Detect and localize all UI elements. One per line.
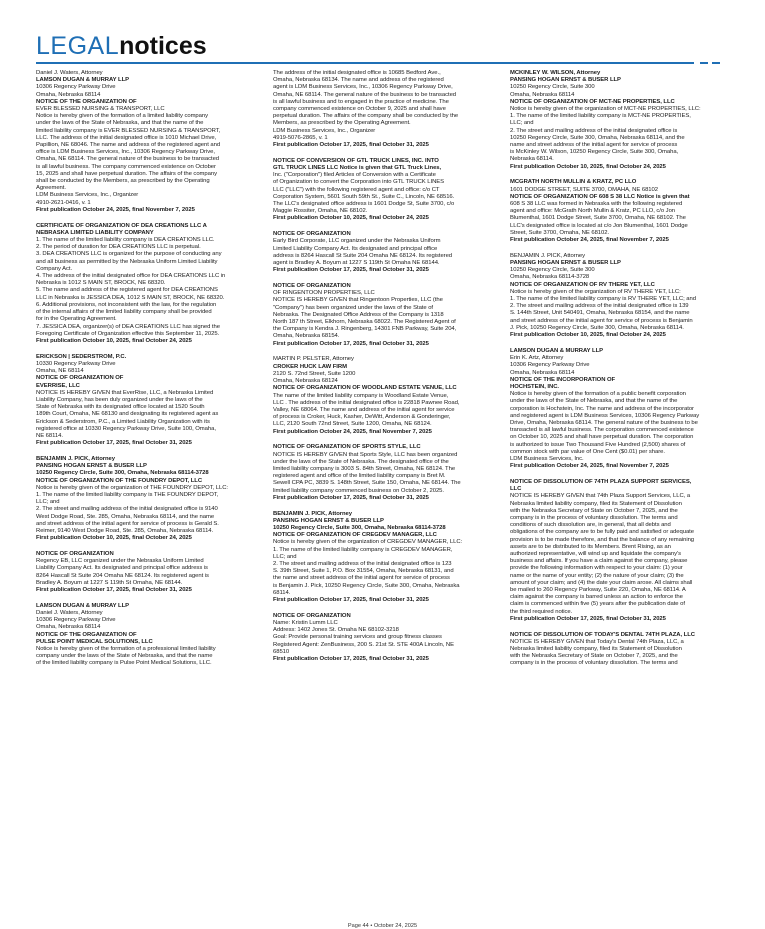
notice-text-line: S. 39th Street, Suite 1, P.O. Box 31554, Omaha, Nebraska 68131, and <box>273 568 454 575</box>
notice-text-line: 7. JESSICA DEA, organizer(s) of DEA CREATIONS LLC has signed the <box>36 323 220 330</box>
notice-text-line: business and affairs. If you have a claim against the company, please <box>510 558 688 565</box>
notice-text-line: address is 8264 Hascall St Suite 204 Omaha NE 68124. Its registered <box>273 252 453 259</box>
notice-text-line: NOTICE IS HEREBY GIVEN that EverRise, LLC, a Nebraska Limited <box>36 389 214 396</box>
notice-text-line: Liability Company Act. Its designated and principal office address is <box>36 565 208 572</box>
notice-heading-line: First publication October 24, 2025, final November 7, 2025 <box>273 428 432 435</box>
notice-text-line: is McKinley W. Wilson, 10250 Regency Circle, Suite 300, Omaha, <box>510 149 679 156</box>
notice-text-line: Members, as prescribed by the Operating Agreement. <box>273 120 411 127</box>
notice-text-line: of process is Croker, Huck, Kasher, DeWitt, Anderson & Gonderinger, <box>273 414 451 421</box>
notice-text-line: Nebraska. The Designated Office Address of the Company is 1318 <box>273 311 444 318</box>
notice-text-line: company is in the process of voluntary dissolution. The terms and <box>510 514 678 521</box>
notice-heading-line: First publication October 10, 2025, final October 24, 2025 <box>510 163 666 170</box>
notice-heading-line: First publication October 17, 2025, final October 31, 2025 <box>510 615 666 622</box>
notice-heading-line: CERTIFICATE OF ORGANIZATION OF DEA CREATIONS LLC A <box>36 222 207 229</box>
notice-text-line: Omaha, Nebraska 68154. <box>273 333 340 340</box>
notice-text-line: 5. The name and address of the registered agent for DEA CREATIONS <box>36 287 218 294</box>
notice-text-line: "Company") has been organized under the laws of the State of <box>273 304 434 311</box>
notice-text-line: limited liability company is EVER BLESSED NURSING & TRANSPORT, <box>36 127 221 134</box>
notice-text-line: of Organization to convert the Corporation into GTL TRUCK LINES <box>273 179 445 186</box>
notice-text-line: 2. The period of duration for DEA CREATIONS LLC is perpetual. <box>36 244 201 251</box>
notice-heading-line: NOTICE OF CONVERSION OF GTL TRUCK LINES, INC. INTO <box>273 157 439 164</box>
notice-text-line: OF RINGENTOON PROPERTIES, LLC <box>273 290 375 297</box>
notice-text-line: Agreement. <box>36 185 66 192</box>
notice-heading-line: MCKINLEY W. WILSON, Attorney <box>510 70 601 76</box>
notice-heading-line: NOTICE OF ORGANIZATION OF CREGDEV MANAGER, LLC <box>273 532 437 539</box>
notice-heading-line: NOTICE OF ORGANIZATION OF RV THERE YET, LLC <box>510 281 655 288</box>
notice-text-line: Notice is hereby given of the formation of a professional limited liability <box>36 646 216 652</box>
notice-text-line: S. 144th Street, Unit 540491, Omaha, Nebraska 68154, and the name <box>510 310 690 317</box>
notice-text-line: Goal: Provide personal training services and group fitness classes <box>273 634 442 641</box>
notice-text-line: of the internal affairs of the limited liability company shall be provided <box>36 309 212 316</box>
column-2 <box>273 70 499 672</box>
notice-text-line: and street address of the initial agent for service of process is Benjamin <box>510 317 693 324</box>
legal-notice <box>510 348 736 470</box>
notice-heading-line: PULSE POINT MEDICAL SOLUTIONS, LLC <box>36 638 153 645</box>
notice-text-line: provision is to be made therefore, and that the balance of any remaining <box>510 536 695 543</box>
notice-text-line: Nebraska limited liability company, filed its Statement of Dissolution <box>510 646 682 652</box>
notice-text-line: Address: 1402 Jones St. Omaha NE 68102-3218 <box>273 627 399 634</box>
notice-text-line: and street address of the initial agent for service of process is Gerald S. <box>36 520 219 527</box>
notice-heading-line: NOTICE OF ORGANIZATION OF 608 S 38 LLC Notice is given that <box>510 193 690 200</box>
notice-text-line: is authorized to issue Two Thousand Five Hundred (2,500) shares of <box>510 441 686 448</box>
legal-notice <box>273 511 499 605</box>
notice-text-line: 4919-5076-2865, v. 1 <box>273 134 328 141</box>
notice-text-line: State of Nebraska with its designated office located at 1520 South <box>36 404 205 411</box>
notice-text-line: 10250 Regency Circle, Suite 300 <box>510 84 595 91</box>
page-footer: Page 44 • October 24, 2025 <box>347 923 418 929</box>
notice-heading-line: CROKER HUCK LAW FIRM <box>273 363 347 370</box>
notice-heading-line: HOCHSTEIN, INC. <box>510 383 559 390</box>
notice-text-line: agent is Bradley A. Boyum at 1227 S 119th St Omaha NE 68144. <box>273 260 440 267</box>
legal-notice <box>36 223 262 345</box>
notice-text-line: Daniel J. Waters, Attorney <box>36 70 103 76</box>
notice-heading-line: EVERRISE, LLC <box>36 382 80 389</box>
notice-text-line: EVER BLESSED NURSING & TRANSPORT, LLC <box>36 106 165 113</box>
notice-text-line: Bradley A. Boyum at 1227 S 119th St Omaha, NE 68144. <box>36 579 183 586</box>
notice-text-line: Nebraska is 1012 S MAIN ST, BROCK, NE 68320. <box>36 280 166 287</box>
notice-text-line: 68510 <box>273 648 290 655</box>
legal-notice <box>273 158 499 223</box>
notice-text-line: 15, 2025 and shall have perpetual duration. The affairs of the company <box>36 170 217 177</box>
notice-text-line: is Benjamin J. Pick, 10250 Regency Circle, Suite 300, Omaha, Nebraska <box>273 582 460 589</box>
header-rule <box>36 62 694 64</box>
notice-text-line: 608 S 38 LLC was formed in Nebraska with the following registered <box>510 201 683 208</box>
notice-text-line: 10250 Regency Circle, Suite 300, Omaha, Nebraska 68114, and the <box>510 134 685 141</box>
notice-heading-line: First publication October 17, 2025, final October 31, 2025 <box>36 586 192 593</box>
notice-text-line: Omaha, Nebraska 68114-3728 <box>510 274 590 281</box>
notice-text-line: Name: Kristin Lumm LLC <box>273 619 338 626</box>
notice-heading-line: NOTICE OF ORGANIZATION OF MCT-NE PROPERTIES, LLC <box>510 98 675 105</box>
notice-text-line: NOTICE IS HEREBY GIVEN that Sports Style, LLC has been organized <box>273 451 458 458</box>
notice-heading-line: NOTICE OF ORGANIZATION OF WOODLAND ESTATE VENUE, LLC <box>273 385 457 392</box>
notice-text-line: company is in the process of voluntary dissolution. The terms and <box>510 660 678 667</box>
notice-text-line: Nebraska 68114. <box>510 156 554 163</box>
notice-text-line: LLC; and <box>510 120 534 127</box>
notice-text-line: with the Nebraska Secretary of State on October 7, 2025, and the <box>510 653 678 660</box>
notice-text-line: 10306 Regency Parkway Drive <box>36 84 116 91</box>
notice-text-line: NOTICE IS HEREBY GIVEN that Today's Dental 74th Plaza, LLC, a <box>510 638 684 645</box>
notice-text-line: The LLC's designated office address is 1601 Dodge St, Suite 3700, c/o <box>273 201 455 208</box>
notice-text-line: Notice is hereby given of the formation of a public benefit corporation <box>510 391 686 398</box>
notice-heading-line: NOTICE OF ORGANIZATION <box>273 283 351 290</box>
notice-text-line: LLC . The address of the initial designated office is 22818 Pawnee Road, <box>273 399 460 406</box>
notice-text-line: and registered agent is LDM Business Services, 10306 Regency Parkway <box>510 412 700 419</box>
notice-heading-line: ERICKSON | SEDERSTROM, P.C. <box>36 353 127 360</box>
notice-heading-line: NOTICE OF THE ORGANIZATION OF <box>36 98 137 105</box>
notice-text-line: Street, Suite 3700, Omaha, NE 68102. <box>510 229 610 236</box>
notice-text-line: transacted is all lawful business. The corporation commenced existence <box>510 427 694 434</box>
column-1 <box>36 70 262 676</box>
legal-notice <box>273 70 499 149</box>
notice-heading-line: NOTICE OF ORGANIZATION <box>273 612 351 619</box>
legal-notice <box>36 456 262 542</box>
notice-text-line: Erin K. Artz, Attorney <box>510 355 564 362</box>
notice-text-line: company under the laws of the State of Nebraska, and that the name <box>36 653 213 660</box>
notice-text-line: Omaha, Nebraska 68114 <box>36 624 101 631</box>
notice-text-line: provide the following information with respect to your claim: (1) your <box>510 565 683 572</box>
notice-text-line: Regency EB, LLC organized under the Nebraska Uniform Limited <box>36 558 204 565</box>
notice-heading-line: NOTICE OF THE INCORPORATION OF <box>510 376 616 383</box>
notice-text-line: company commenced existence on October 9, 2025 and shall have <box>273 106 446 113</box>
notice-text-line: Omaha, Nebraska 68124 <box>273 378 338 385</box>
notice-text-line: 4. The address of the initial designated office for DEA CREATIONS LLC in <box>36 273 226 280</box>
legal-notice <box>510 253 736 339</box>
notice-text-line: 1. The name of the limited liability company is DEA CREATIONS LLC. <box>36 237 215 244</box>
notice-text-line: 1. The name of the limited liability company is RV THERE YET, LLC; and <box>510 296 696 303</box>
notice-text-line: and all business as permitted by the Nebraska Uniform Limited Liability <box>36 258 218 265</box>
notice-text-line: Blumenthal, 1601 Dodge Street, Suite 3700, Omaha, NE 68102. The <box>510 215 686 222</box>
notice-text-line: 189th Court, Omaha, NE 68130 and designating its registered agent as <box>36 411 219 418</box>
legal-notice <box>36 70 262 214</box>
notice-heading-line: First publication October 24, 2025, final November 7, 2025 <box>36 206 195 213</box>
notice-heading-line: NOTICE OF ORGANIZATION OF THE FOUNDRY DEPOT, LLC <box>36 477 203 484</box>
notice-heading-line: First publication October 24, 2025, final November 7, 2025 <box>510 237 669 244</box>
notice-heading-line: PANSING HOGAN ERNST & BUSER LLP <box>273 517 384 524</box>
notice-heading-line: First publication October 10, 2025, final October 24, 2025 <box>510 332 666 339</box>
legal-notice <box>273 283 499 348</box>
notice-text-line: The address of the initial designated office is 10685 Bedford Ave., <box>273 70 441 76</box>
notice-text-line: Omaha, Nebraska 68114 <box>36 91 101 98</box>
notice-text-line: Nebraska limited liability company, filed its Statement of Dissolution <box>510 500 682 507</box>
notice-text-line: claim against the company is barred unless an action to enforce the <box>510 594 683 601</box>
notice-text-line: 3. DEA CREATIONS LLC is organized for the purpose of conducting any <box>36 251 222 258</box>
notice-text-line: Notice is hereby given of the formation of a limited liability company <box>36 113 208 120</box>
notice-text-line: Erickson & Sederstrom, P.C., a Limited Liability Organization with its <box>36 418 210 425</box>
notice-text-line: the third required notice. <box>510 608 573 615</box>
legal-notice <box>36 603 262 668</box>
notice-heading-line: First publication October 17, 2025, final October 31, 2025 <box>273 142 429 149</box>
notice-text-line: Notice is hereby given of the organization of RV THERE YET, LLC: <box>510 288 681 295</box>
notice-text-line: is all lawful business. The company commenced existence on October <box>36 163 216 170</box>
notice-text-line: Omaha, Nebraska 68114 <box>510 91 575 98</box>
legal-notice <box>36 354 262 448</box>
notice-text-line: 68114. <box>273 589 291 596</box>
notice-heading-line: First publication October 17, 2025, final October 31, 2025 <box>273 340 429 347</box>
notice-text-line: under the laws of the State of Nebraska, and that the name of the <box>510 398 678 405</box>
notice-text-line: limited liability company is 3003 S. 84th Street, Omaha, NE 68124. The <box>273 465 456 472</box>
notice-text-line: common stock with par value of One Cent ($0.01) per share. <box>510 448 665 455</box>
notice-text-line: Inc. ("Corporation") filed Articles of Conversion with a Certificate <box>273 172 436 179</box>
notice-text-line: Valley, NE 68064. The name and address of the initial agent for service <box>273 406 455 413</box>
notice-text-line: claim is commenced within five (5) years after the publication date of <box>510 601 685 608</box>
notice-text-line: J. Pick, 10250 Regency Circle, Suite 300, Omaha, Nebraska 68114. <box>510 324 684 331</box>
notice-heading-line: NEBRASKA LIMITED LIABILITY COMPANY <box>36 229 154 236</box>
notice-text-line: 2. The street and mailing address of the initial designated office is 123 <box>273 560 452 567</box>
notice-text-line: LDM Business Services, Inc. <box>510 455 584 462</box>
notice-text-line: LLC ("LLC") with the following registered agent and office: c/o CT <box>273 186 440 193</box>
notice-text-line: Company Act. <box>36 265 73 272</box>
notice-text-line: Omaha, NE 68114 <box>36 368 84 375</box>
notice-heading-line: LAMSON DUGAN & MURRAY LLP <box>36 77 130 84</box>
notice-text-line: North 187 th Street, Elkhorn, Nebraska 68022. The Registered Agent of <box>273 319 456 326</box>
notice-heading-line: NOTICE OF THE ORGANIZATION OF <box>36 631 137 638</box>
notice-heading-line: First publication October 17, 2025, final October 31, 2025 <box>36 440 192 447</box>
legal-notice <box>273 613 499 663</box>
notice-text-line: conditions of such dissolution are, in general, that all debts and <box>510 522 671 529</box>
legal-notice <box>510 632 736 668</box>
notice-text-line: the name and street address of the initial agent for service of process <box>273 575 450 582</box>
notice-text-line: 6. Additional provisions, not inconsistent with the law, for the regulation <box>36 301 217 308</box>
notice-heading-line: First publication October 10, 2025, final October 24, 2025 <box>36 535 192 542</box>
notice-text-line: LLC in Nebraska is JESSICA DEA, 1012 S MAIN ST, BROCK, NE 68320. <box>36 294 225 301</box>
notice-text-line: corporation is Hochstein, Inc. The name and address of the incorporator <box>510 405 694 412</box>
notice-text-line: 1601 DODGE STREET, SUITE 3700, OMAHA, NE 68102 <box>510 186 658 193</box>
notice-text-line: 10330 Regency Parkway Drive <box>36 360 116 367</box>
notice-text-line: 10306 Regency Parkway Drive <box>510 362 590 369</box>
notice-text-line: name or the name of your entity; (2) the nature of your claim; (3) the <box>510 572 684 579</box>
notice-text-line: under the laws of the State of Nebraska. The designated office of the <box>273 458 449 465</box>
notice-text-line: MARTIN P. PELSTER, Attorney <box>273 356 354 363</box>
notice-text-line: agent and office: McGrath North Mullin & Kratz, PC LLO, c/o Jon <box>510 208 676 215</box>
notice-text-line: Papillion, NE 68046. The name and address of the registered agent and <box>36 142 221 149</box>
notice-text-line: 1. The name of the limited liability company is CREGDEV MANAGER, <box>273 546 453 553</box>
notice-heading-line: NOTICE OF ORGANIZATION OF SPORTS STYLE, LLC <box>273 444 421 451</box>
notice-text-line: LDM Business Services, Inc., Organizer <box>273 127 376 134</box>
notice-text-line: Corporation System, 5601 South 59th St., Suite C., Lincoln, NE 68516. <box>273 193 455 200</box>
notice-text-line: Drive, Omaha, Nebraska 68114. The general nature of the business to be <box>510 419 698 426</box>
notice-heading-line: NOTICE OF ORGANIZATION <box>273 231 351 238</box>
notice-text-line: under the laws of the State of Nebraska, and that the name of the <box>36 120 204 127</box>
notice-text-line: 10306 Regency Parkway Drive <box>36 617 116 624</box>
notice-text-line: is all lawful business and to engaged in the practice of medicine. The <box>273 98 449 105</box>
header-word-notices: notices <box>119 32 207 60</box>
notice-text-line: Omaha, Nebraska 68114 <box>510 369 575 376</box>
notice-text-line: be mailed to 260 Regency Parkway, Suite 220, Omaha, NE 68114. A <box>510 586 686 593</box>
notice-text-line: with the Nebraska Secretary of State on October 7, 2025, and the <box>510 507 678 514</box>
notice-text-line: LLC. The address of the initial designated office is 1010 Michael Drive, <box>36 134 217 141</box>
notice-heading-line: BENJAMIN J. PICK, Attorney <box>36 455 115 462</box>
notice-text-line: BENJAMIN J. PICK, Attorney <box>510 252 585 259</box>
notice-text-line: authorized representative, will wind up and liquidate the company's <box>510 550 681 557</box>
notice-heading-line: MCGRATH NORTH MULLIN & KRATZ, PC LLO <box>510 179 637 186</box>
notice-text-line: amount of your claim; and (4) the date your claim arose. All claims shall <box>510 579 693 586</box>
notice-text-line: of the limited liability company is Pulse Point Medical Solutions, LLC. <box>36 660 212 667</box>
notice-heading-line: NOTICE OF ORGANIZATION OF <box>36 375 124 382</box>
notice-heading-line: First publication October 10, 2025, final October 24, 2025 <box>36 337 192 344</box>
notice-text-line: assets are to be distributed to its Members. Brent Rising, as an <box>510 543 671 550</box>
notice-text-line: NOTICE IS HEREBY GIVEN that Ringentoon Properties, LLC (the <box>273 297 443 304</box>
notice-text-line: LLC's designated office is located at c/o Jon Blumenthal, 1601 Dodge <box>510 222 688 229</box>
notice-text-line: LLC; and <box>273 553 297 560</box>
notice-heading-line: LLC <box>510 486 522 493</box>
notice-text-line: office is LDM Business Services, Inc., 10306 Regency Parkway Drive, <box>36 149 215 156</box>
notice-text-line: Sewell CPA PC, 3839 S. 148th Street, Suite 150, Omaha, NE 68144. The <box>273 480 461 487</box>
notice-heading-line: PANSING HOGAN ERNST & BUSER LLP <box>36 463 147 470</box>
notice-text-line: NOTICE IS HEREBY GIVEN that 74th Plaza Support Services, LLC, a <box>510 493 691 500</box>
notice-heading-line: NOTICE OF DISSOLUTION OF TODAY'S DENTAL 74TH PLAZA, LLC <box>510 631 695 638</box>
legal-notice <box>510 179 736 244</box>
notice-heading-line: 10250 Regency Circle, Suite 300, Omaha, Nebraska 68114-3728 <box>36 470 209 477</box>
notice-text-line: the Company is Kendra J. Ringenberg, 14301 FNB Parkway, Suite 204, <box>273 326 457 333</box>
legal-notice <box>273 231 499 274</box>
notice-text-line: Maggie Rossiter, Omaha, NE 68102. <box>273 208 368 215</box>
notice-text-line: 1. The name of the limited liability company is THE FOUNDRY DEPOT, <box>36 491 219 498</box>
notice-text-line: 8264 Hascall St Suite 204 Omaha NE 68124. Its registered agent is <box>36 572 209 579</box>
legal-notice <box>510 479 736 623</box>
notice-text-line: The name of the limited liability company is Woodland Estate Venue, <box>273 392 449 399</box>
header-rule-dash <box>700 62 708 64</box>
notice-text-line: Early Bird Corporate, LLC organized under the Nebraska Uniform <box>273 238 441 245</box>
notice-text-line: Registered Agent: ZenBusiness, 200 S. 21st St. STE 400A Lincoln, NE <box>273 641 455 648</box>
notice-text-line: registered office at 10330 Regency Parkway Drive, Suite 100, Omaha, <box>36 425 216 432</box>
notice-text-line: agent is LDM Business Services, Inc., 10306 Regency Parkway Drive, <box>273 84 453 91</box>
notice-text-line: NE 68114. <box>36 432 63 439</box>
notice-text-line: Omaha, NE 68114. The general nature of the business to be transacted <box>36 156 220 163</box>
notice-text-line: LLC, 2120 South 72nd Street, Suite 1200, Omaha, NE 68124. <box>273 421 432 428</box>
notice-text-line: Reimer, 9140 West Dodge Road, Ste. 285, Omaha, Nebraska 68114. <box>36 527 214 534</box>
notice-text-line: Omaha, Nebraska 68134. The name and address of the registered <box>273 77 444 84</box>
notice-text-line: 2120 S. 72nd Street, Suite 1200 <box>273 370 356 377</box>
notice-text-line: for in the Operating Agreement. <box>36 316 117 323</box>
notice-text-line: 2. The street and mailing address of the initial designated office is 9140 <box>36 506 218 513</box>
notice-text-line: Liability Company, has been duly organized under the laws of the <box>36 396 203 403</box>
legal-notice <box>36 551 262 594</box>
notice-text-line: obligations of the company are to be fully paid and satisfied or adequate <box>510 529 694 536</box>
legal-notice <box>273 444 499 502</box>
notice-heading-line: First publication October 17, 2025, final October 31, 2025 <box>273 655 429 662</box>
notice-text-line: name and street address of the initial agent for service of process <box>510 142 678 149</box>
notice-heading-line: GTL TRUCK LINES LLC Notice is given that GTL Truck Lines, <box>273 165 442 172</box>
notice-heading-line: PANSING HOGAN ERNST & BUSER LLP <box>510 260 621 267</box>
notice-text-line: Notice is hereby given of the organization of MCT-NE PROPERTIES, LLC: <box>510 106 701 113</box>
notice-heading-line: LAMSON DUGAN & MURRAY LLP <box>36 602 130 609</box>
notice-text-line: 10250 Regency Circle, Suite 300 <box>510 267 595 274</box>
notice-text-line: 2. The street and mailing address of the initial designated office is <box>510 127 678 134</box>
notice-text-line: shall be conducted by the Members, as prescribed by the Operating <box>36 178 210 185</box>
notice-heading-line: First publication October 17, 2025, final October 31, 2025 <box>273 267 429 274</box>
notice-text-line: 4910-2621-0416, v. 1 <box>36 199 91 206</box>
notice-text-line: Limited Liability Company Act. Its designated and principal office <box>273 245 438 252</box>
column-3 <box>510 70 736 676</box>
notice-heading-line: PANSING HOGAN ERNST & BUSER LLP <box>510 77 621 84</box>
notice-text-line: perpetual duration. The affairs of the company shall be conducted by the <box>273 113 459 120</box>
notice-heading-line: 10250 Regency Circle, Suite 300, Omaha, Nebraska 68114-3728 <box>273 524 446 531</box>
notice-text-line: Omaha, NE 68114. The general nature of the business to be transacted <box>273 91 457 98</box>
notice-text-line: limited liability company commenced business on October 2, 2025. <box>273 487 444 494</box>
notice-text-line: 2. The street and mailing address of the initial designated office is 139 <box>510 303 689 310</box>
notice-text-line: Notice is hereby given of the organization of CREGDEV MANAGER, LLC: <box>273 539 463 546</box>
notice-heading-line: NOTICE OF DISSOLUTION OF 74TH PLAZA SUPPORT SERVICES, <box>510 478 692 485</box>
page-header <box>36 30 728 62</box>
notice-text-line: LDM Business Services, Inc., Organizer <box>36 192 139 199</box>
notice-text-line: 1. The name of the limited liability company is MCT-NE PROPERTIES, <box>510 113 691 120</box>
header-word-legal: LEGAL <box>36 32 120 60</box>
header-rule-dash <box>712 62 720 64</box>
notice-heading-line: First publication October 17, 2025, final October 31, 2025 <box>273 494 429 501</box>
notice-heading-line: First publication October 10, 2025, final October 24, 2025 <box>273 215 429 222</box>
notice-heading-line: First publication October 24, 2025, final November 7, 2025 <box>510 463 669 470</box>
legal-notice <box>273 356 499 435</box>
notice-heading-line: BENJAMIN J. PICK, Attorney <box>273 510 352 517</box>
notice-text-line: Daniel J. Waters, Attorney <box>36 609 103 616</box>
notice-text-line: Notice is hereby given of the organization of THE FOUNDRY DEPOT, LLC: <box>36 484 229 491</box>
notice-text-line: LLC; and <box>36 499 60 506</box>
notice-heading-line: First publication October 17, 2025, final October 31, 2025 <box>273 596 429 603</box>
notice-text-line: West Dodge Road, Ste. 285, Omaha, Nebraska 68114, and the name <box>36 513 215 520</box>
notice-heading-line: NOTICE OF ORGANIZATION <box>36 550 114 557</box>
legal-notice <box>510 70 736 171</box>
notice-text-line: on October 10, 2025 and shall have perpetual duration. The corporation <box>510 434 694 441</box>
notice-text-line: registered agent and office of the limited liability company is Bret M. <box>273 473 446 480</box>
notice-heading-line: LAMSON DUGAN & MURRAY LLP <box>510 347 604 354</box>
notice-text-line: Foregoing Certificate of Organization effective this September 11, 2025. <box>36 330 220 337</box>
